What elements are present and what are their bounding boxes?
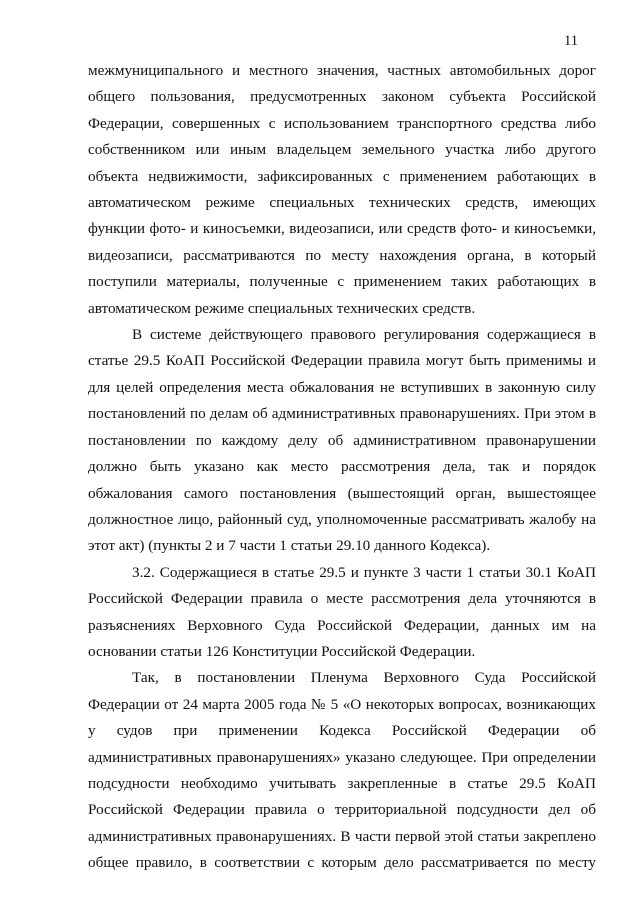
paragraph-legal-regulation: В системе действующего правового регулирования содержащиеся в статье 29.5 КоАП Российской Федерации правила могут быть применимы и для целей определения места обжалования не вступивших в законную силу постановлений по делам об административных правонарушениях. При этом в постановлении по каждому делу об административном правонарушении должно быть указано как место рассмотрения дела, так и порядок обжалования самого постановления (вышестоящий орган, вышестоящее должностное лицо, районный суд, уполномоченные рассматривать жалобу на этот акт) (пункты 2 и 7 части 1 статьи 29.10 данного Кодекса). <box>88 326 596 555</box>
paragraph-section-3-2: 3.2. Содержащиеся в статье 29.5 и пункте 3 части 1 статьи 30.1 КоАП Российской Федерации правила о месте рассмотрения дела уточняются в разъяснениях Верховного Суда Российской Федерации, данных им на основании статьи 126 Конституции Российской Федерации. <box>88 563 596 660</box>
page-number: 11 <box>564 33 578 49</box>
document-body <box>88 58 596 877</box>
paragraph-plenum-resolution: Так, в постановлении Пленума Верховного Суда Российской Федерации от 24 марта 2005 года № 5 «О некоторых вопросах, возникающих у судов при применении Кодекса Российской Федерации об административных правонарушениях» указано следующее. При определении подсудности необходимо учитывать закрепленные в статье 29.5 КоАП Российской Федерации правила о территориальной подсудности дел об административных правонарушениях. В части первой этой статьи закреплено общее правило, в соответствии с которым дело рассматривается по месту <box>88 669 596 872</box>
paragraph-continuation: межмуниципального и местного значения, частных автомобильных дорог общего пользования, предусмотренных законом субъекта Российской Федерации, совершенных с использованием транспортного средства либо собственником или иным владельцем земельного участка либо другого объекта недвижимости, зафиксированных с применением работающих в автоматическом режиме специальных технических средств, имеющих функции фото- и киносъемки, видеозаписи, или средств фото- и киносъемки, видеозаписи, рассматриваются по месту нахождения органа, в который поступили материалы, полученные с применением таких работающих в автоматическом режиме специальных технических средств. <box>88 62 596 317</box>
